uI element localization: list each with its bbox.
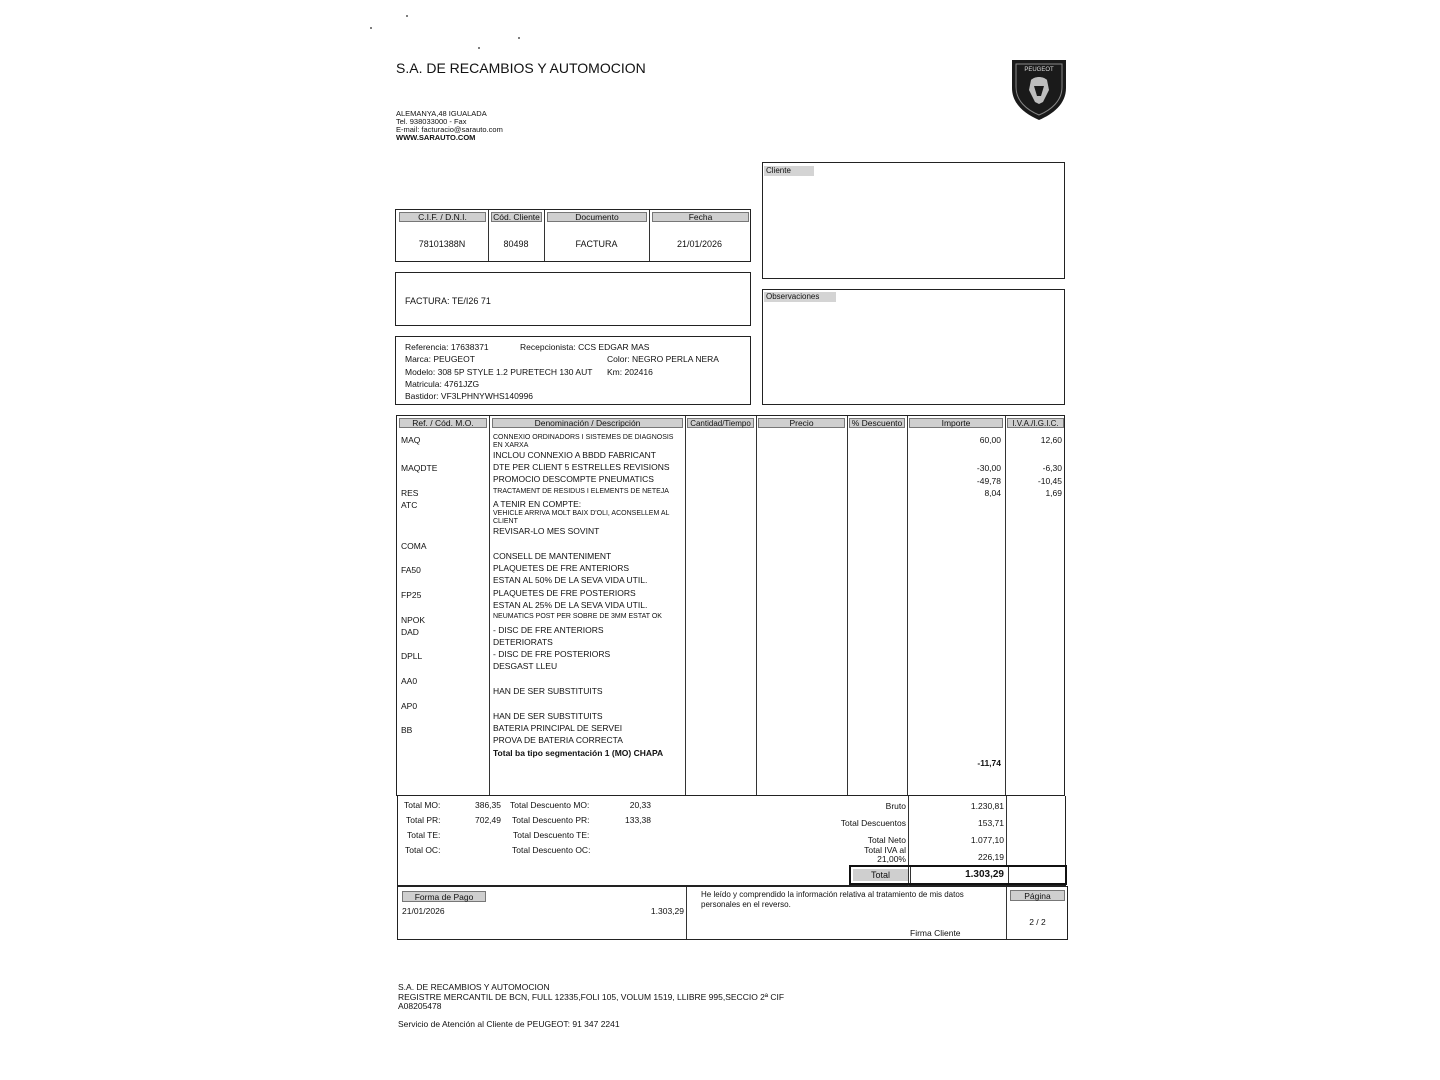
- row-ref: AA0: [401, 676, 418, 687]
- row-desc: - DISC DE FRE ANTERIORS: [493, 624, 604, 635]
- cif-value: 78101388N: [418, 239, 466, 249]
- vehicle-model: Modelo: 308 5P STYLE 1.2 PURETECH 130 AUT: [405, 366, 593, 377]
- vehicle-vin: Bastidor: VF3LPHNYWHS140996: [405, 391, 534, 402]
- row-desc: CONSELL DE MANTENIMENT: [493, 550, 612, 561]
- row-ref: [401, 737, 487, 749]
- row-desc: REVISAR-LO MES SOVINT: [493, 526, 600, 537]
- payment-date: 21/01/2026: [402, 906, 445, 916]
- privacy-line2: personales en el reverso.: [701, 900, 791, 909]
- row-amount: -11,74: [977, 758, 1001, 769]
- row-desc: ESTAN AL 50% DE LA SEVA VIDA UTIL.: [493, 575, 648, 586]
- col-qty-header: Cantidad/Tiempo: [687, 418, 754, 428]
- scan-speck: [518, 37, 520, 39]
- row-desc: DTE PER CLIENT 5 ESTRELLES REVISIONS: [493, 462, 670, 472]
- legal-cif: A08205478: [398, 1001, 442, 1011]
- row-desc: HAN DE SER SUBSTITUITS: [493, 710, 603, 721]
- col-amount-header: Importe: [909, 418, 1003, 428]
- legal-registry: REGISTRE MERCANTIL DE BCN, FULL 12335,FOLI 105, VOLUM 1519, LLIBRE 995,SECCIO 2ª CIF: [398, 991, 785, 1002]
- client-label: Cliente: [764, 166, 814, 176]
- row-desc: [493, 537, 683, 549]
- row-ref: MAQ: [401, 435, 421, 445]
- total-mo-value: 386,35: [475, 800, 501, 810]
- company-name: S.A. DE RECAMBIOS Y AUTOMOCION: [396, 60, 646, 76]
- client-box: [762, 162, 1065, 279]
- legal-customer-service: Servicio de Atención al Cliente de PEUGEOT: 91 347 2241: [398, 1018, 620, 1029]
- vat-column: [1005, 434, 1062, 499]
- company-phone: Tel. 938033000 - Fax: [396, 117, 467, 126]
- row-ref: [401, 749, 487, 761]
- row-ref: BB: [401, 725, 413, 736]
- descuentos-label: Total Descuentos: [840, 818, 906, 828]
- row-ref: [401, 712, 487, 724]
- vehicle-brand: Marca: PEUGEOT: [405, 354, 475, 365]
- page-value: 2 / 2: [1029, 917, 1046, 927]
- row-amount: [907, 454, 1001, 462]
- privacy-notice: [701, 890, 964, 910]
- signature-label: Firma Cliente: [910, 928, 961, 938]
- logo-text: PEUGEOT: [1024, 67, 1054, 73]
- row-ref: MAQDTE: [401, 463, 438, 474]
- peugeot-shield-icon: [1009, 58, 1069, 122]
- cif-label: C.I.F. / D.N.I.: [399, 212, 486, 222]
- invoice-number: FACTURA: TE/I26 71: [405, 296, 491, 306]
- iva-label-line2: 21,00%: [877, 853, 906, 864]
- grand-total-value: 1.303,29: [965, 869, 1004, 880]
- row-vat: -10,45: [1037, 475, 1062, 486]
- row-desc: PROVA DE BATERIA CORRECTA: [493, 735, 623, 746]
- row-desc: [493, 697, 683, 709]
- row-ref: [401, 638, 487, 650]
- total-disc-te-label: Total Descuento TE:: [513, 830, 590, 840]
- bruto-value: 1.230,81: [970, 801, 1004, 811]
- amount-column: [907, 434, 1001, 769]
- row-ref: RES: [401, 487, 419, 498]
- row-ref: AP0: [401, 700, 418, 711]
- row-ref: [401, 527, 487, 539]
- date-label: Fecha: [652, 212, 749, 222]
- grand-total-row: [849, 865, 1067, 885]
- company-web: WWW.SARAUTO.COM: [396, 133, 476, 142]
- row-desc: BATERIA PRINCIPAL DE SERVEI: [493, 722, 623, 733]
- payment-amount: 1.303,29: [650, 906, 684, 916]
- total-disc-mo-value: 20,33: [629, 800, 651, 810]
- vehicle-km: Km: 202416: [607, 367, 653, 377]
- descuentos-value: 153,71: [978, 818, 1004, 828]
- document-label: Documento: [547, 212, 647, 222]
- row-desc: PROMOCIO DESCOMPTE PNEUMATICS: [493, 474, 654, 485]
- vehicle-reference: Referencia: 17638371: [405, 342, 489, 352]
- row-ref: NPOK: [401, 614, 426, 625]
- row-vat: [1005, 446, 1062, 454]
- bruto-label: Bruto: [885, 801, 906, 811]
- row-ref: [401, 601, 487, 613]
- col-vat-header: I.V.A./I.G.I.C.: [1007, 418, 1064, 428]
- row-amount: -49,78: [976, 475, 1001, 486]
- row-ref: FP25: [401, 589, 422, 600]
- page-label: Página: [1010, 890, 1065, 901]
- total-te-label: Total TE:: [407, 830, 441, 840]
- iva-label-line1: Total IVA al: [864, 845, 906, 855]
- row-vat: [1005, 454, 1062, 462]
- row-vat: -6,30: [1042, 463, 1062, 474]
- row-desc: NEUMATICS POST PER SOBRE DE 3MM ESTAT OK: [493, 613, 662, 621]
- document-value: FACTURA: [575, 239, 618, 249]
- col-ref-header: Ref. / Cód. M.O.: [399, 418, 487, 428]
- company-address-block: [396, 110, 503, 142]
- row-desc: INCLOU CONNEXIO A BBDD FABRICANT: [493, 450, 656, 460]
- peugeot-logo: [1009, 58, 1069, 122]
- row-desc: DESGAST LLEU: [493, 661, 558, 672]
- row-ref: [401, 519, 487, 527]
- legal-footer: [398, 983, 784, 1029]
- row-ref: [401, 552, 487, 564]
- row-amount: [907, 446, 1001, 454]
- invoice-number-box: [395, 272, 751, 326]
- row-desc: HAN DE SER SUBSTITUITS: [493, 686, 603, 697]
- iva-label: [778, 846, 906, 863]
- row-desc: PLAQUETES DE FRE POSTERIORS: [493, 587, 636, 598]
- row-desc: DETERIORATS: [493, 636, 553, 647]
- row-amount: 8,04: [984, 487, 1001, 498]
- neto-label: Total Neto: [867, 835, 906, 845]
- row-ref: [401, 577, 487, 589]
- row-ref: FA50: [401, 565, 421, 576]
- total-oc-label: Total OC:: [405, 845, 441, 855]
- row-desc: - DISC DE FRE POSTERIORS: [493, 649, 611, 660]
- client-code-label: Cód. Cliente: [491, 212, 542, 222]
- row-vat: 1,69: [1045, 487, 1062, 498]
- date-value: 21/01/2026: [676, 239, 723, 249]
- legal-company: S.A. DE RECAMBIOS Y AUTOMOCION: [398, 982, 550, 992]
- company-email: E-mail: facturacio@sarauto.com: [396, 125, 503, 134]
- line-items-table: [396, 415, 1065, 796]
- row-desc: TRACTAMENT DE RESIDUS I ELEMENTS DE NETEJA: [493, 487, 669, 495]
- row-amount: 60,00: [979, 435, 1001, 445]
- grand-total-label: Total: [853, 869, 908, 881]
- observations-label: Observaciones: [764, 292, 836, 302]
- row-ref: COMA: [401, 540, 427, 551]
- row-desc: [493, 673, 683, 685]
- col-price-header: Precio: [758, 418, 845, 428]
- vehicle-color: Color: NEGRO PERLA NERA: [607, 354, 719, 364]
- totals-box: [397, 796, 1066, 886]
- iva-value: 226,19: [978, 852, 1004, 862]
- vehicle-receptionist: Recepcionista: CCS EDGAR MAS: [520, 342, 650, 352]
- row-vat: 12,60: [1040, 435, 1062, 445]
- observations-box: [762, 289, 1065, 405]
- scan-speck: [370, 27, 372, 29]
- row-desc: PLAQUETES DE FRE ANTERIORS: [493, 563, 630, 574]
- row-desc: ESTAN AL 25% DE LA SEVA VIDA UTIL.: [493, 599, 648, 610]
- row-ref: [401, 687, 487, 699]
- row-ref: DPLL: [401, 651, 423, 662]
- scan-speck: [478, 47, 480, 49]
- total-disc-mo-label: Total Descuento MO:: [510, 800, 590, 810]
- company-address: ALEMANYA,48 IGUALADA: [396, 109, 487, 118]
- row-ref: [401, 454, 487, 462]
- row-desc: VEHICLE ARRIVA MOLT BAIX D'OLI, ACONSELLEM AL: [493, 510, 670, 518]
- ref-column: [401, 434, 487, 761]
- scan-speck: [406, 15, 408, 17]
- row-desc: A TENIR EN COMPTE:: [493, 498, 582, 509]
- doc-header-box: [395, 209, 751, 262]
- row-desc: EN XARXA: [493, 442, 529, 449]
- row-ref: ATC: [401, 500, 418, 511]
- row-desc: CONNEXIO ORDINADORS I SISTEMES DE DIAGNOSIS: [493, 434, 674, 441]
- row-ref: [401, 511, 487, 519]
- row-ref: [401, 475, 487, 487]
- vehicle-box: [395, 336, 751, 405]
- desc-column: [493, 434, 683, 759]
- total-pr-label: Total PR:: [406, 815, 441, 825]
- col-discount-header: % Descuento: [849, 418, 905, 428]
- row-ref: [401, 663, 487, 675]
- payment-label: Forma de Pago: [402, 891, 486, 902]
- privacy-line1: He leído y comprendido la información relativa al tratamiento de mis datos: [701, 890, 964, 899]
- client-code-value: 80498: [503, 239, 529, 249]
- row-amount: [907, 499, 1001, 757]
- total-pr-value: 702,49: [475, 815, 501, 825]
- row-amount: -30,00: [976, 463, 1001, 474]
- row-desc: CLIENT: [493, 518, 518, 526]
- row-ref: [401, 446, 487, 454]
- total-disc-pr-value: 133,38: [625, 815, 651, 825]
- row-desc: Total ba tipo segmentación 1 (MO) CHAPA: [493, 747, 664, 758]
- row-ref: DAD: [401, 626, 419, 637]
- total-disc-oc-label: Total Descuento OC:: [512, 845, 591, 855]
- neto-value: 1.077,10: [970, 835, 1004, 845]
- total-disc-pr-label: Total Descuento PR:: [512, 815, 590, 825]
- total-mo-label: Total MO:: [404, 800, 441, 810]
- vehicle-plate: Matricula: 4761JZG: [405, 378, 480, 389]
- col-desc-header: Denominación / Descripción: [492, 418, 683, 428]
- payment-box: [397, 886, 1068, 940]
